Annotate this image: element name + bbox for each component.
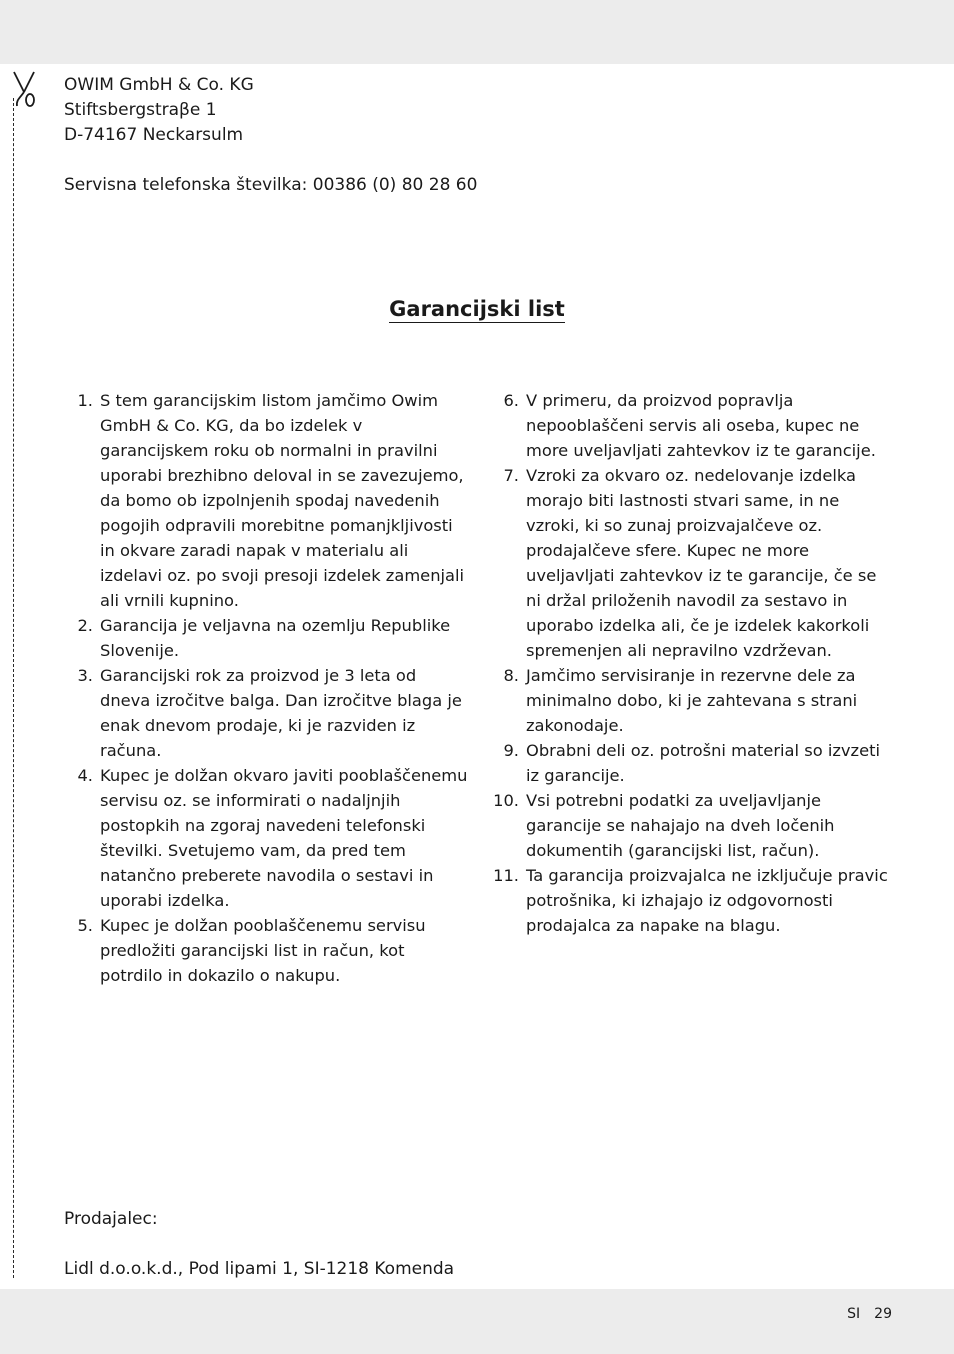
item-text: Kupec je dolžan pooblaščenemu servisu predložiti garancijski list in račun, kot potrdilo in dokazilo o nakupu. bbox=[100, 916, 426, 985]
footer-lang: SI bbox=[847, 1306, 861, 1322]
item-number: 11. bbox=[493, 866, 519, 885]
item-text: V primeru, da proizvod popravlja nepooblaščeni servis ali oseba, kupec ne more uveljavljati zahtevkov iz te garancije. bbox=[526, 391, 876, 460]
item-text: Obrabni deli oz. potrošni material so izvzeti iz garancije. bbox=[526, 741, 881, 785]
page-title bbox=[0, 294, 954, 324]
terms-list-right bbox=[486, 388, 896, 938]
list-item bbox=[486, 388, 896, 463]
item-text: S tem garancijskim listom jamčimo Owim GmbH & Co. KG, da bo izdelek v garancijskem roku ob normalni in pravilni uporabi brezhibno deloval in se zavezujemo, da bomo ob izpolnjenih spodaj navedenih pogojih odpravili morebitne pomanjkljivosti in okvare zaradi napak v materialu ali izdelavi oz. po svoji presoji izdelek zamenjali ali vrnili kupnino. bbox=[100, 391, 465, 610]
address-street: Stiftsbergstraβe 1 bbox=[64, 100, 217, 120]
item-number: 5. bbox=[77, 916, 93, 935]
page-footer bbox=[847, 1304, 892, 1324]
terms-list-left bbox=[60, 388, 470, 988]
list-item bbox=[486, 463, 896, 663]
item-text: Jamčimo servisiranje in rezervne dele za minimalno dobo, ki je zahtevana s strani zakonodaje. bbox=[526, 666, 858, 735]
list-item bbox=[486, 738, 896, 788]
item-number: 8. bbox=[503, 666, 519, 685]
address-block bbox=[64, 73, 254, 148]
list-item bbox=[60, 913, 470, 988]
service-phone: Servisna telefonska številka: 00386 (0) 80 28 60 bbox=[64, 175, 478, 195]
item-number: 3. bbox=[77, 666, 93, 685]
top-band bbox=[0, 0, 954, 64]
seller-label: Prodajalec: bbox=[64, 1209, 158, 1229]
list-item bbox=[60, 763, 470, 913]
item-number: 10. bbox=[493, 791, 519, 810]
item-text: Garancija je veljavna na ozemlju Republike Slovenije. bbox=[100, 616, 451, 660]
address-company: OWIM GmbH & Co. KG bbox=[64, 75, 254, 95]
item-text: Ta garancija proizvajalca ne izključuje pravic potrošnika, ki izhajajo iz odgovornosti prodajalca za napake na blagu. bbox=[526, 866, 888, 935]
list-item bbox=[60, 388, 470, 613]
item-text: Vsi potrebni podatki za uveljavljanje garancije se nahajajo na dveh ločenih dokumentih (garancijski list, račun). bbox=[526, 791, 835, 860]
page-number: 29 bbox=[874, 1306, 892, 1322]
cut-line bbox=[13, 98, 14, 1278]
address-city: D-74167 Neckarsulm bbox=[64, 125, 244, 145]
item-number: 4. bbox=[77, 766, 93, 785]
list-item bbox=[60, 613, 470, 663]
item-text: Kupec je dolžan okvaro javiti pooblaščenemu servisu oz. se informirati o nadaljnjih postopkih na zgoraj navedeni telefonski številki. Svetujemo vam, da pred tem natančno preberete navodila o sestavi in uporabi izdelka. bbox=[100, 766, 468, 910]
item-number: 2. bbox=[77, 616, 93, 635]
item-text: Vzroki za okvaro oz. nedelovanje izdelka morajo biti lastnosti stvari same, in ne vzroki, ki so zunaj proizvajalčeve oz. prodajalčeve sfere. Kupec ne more uveljavljati zahtevkov iz te garancije, če se ni držal priloženih navodil za sestavo in uporabo izdelka ali, če je izdelek kakorkoli spremenjen ali nepravilno vzdrževan. bbox=[526, 466, 877, 660]
item-number: 1. bbox=[77, 391, 93, 410]
item-number: 9. bbox=[503, 741, 519, 760]
item-number: 6. bbox=[503, 391, 519, 410]
item-text: Garancijski rok za proizvod je 3 leta od dneva izročitve balga. Dan izročitve blaga je enak dnevom prodaje, ki je razviden iz računa. bbox=[100, 666, 462, 760]
seller-address: Lidl d.o.o.k.d., Pod lipami 1, SI-1218 Komenda bbox=[64, 1259, 455, 1279]
list-item bbox=[60, 663, 470, 763]
list-item bbox=[486, 788, 896, 863]
list-item bbox=[486, 863, 896, 938]
list-item bbox=[486, 663, 896, 738]
page-title-text: Garancijski list bbox=[389, 297, 565, 321]
item-number: 7. bbox=[503, 466, 519, 485]
bottom-band bbox=[0, 1289, 954, 1354]
